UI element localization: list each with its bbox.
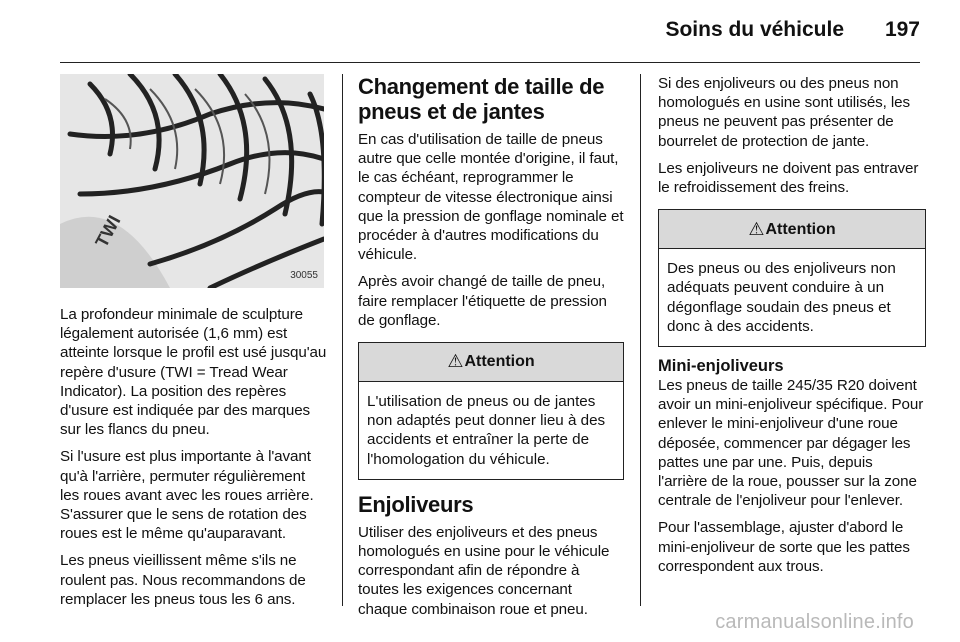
warning-box (358, 342, 624, 480)
paragraph: Pour l'assemblage, ajuster d'abord le mini-enjoliveur de sorte que les pattes correspondent aux trous. (658, 519, 910, 575)
paragraph: Si des enjoliveurs ou des pneus non homologués en usine sont utilisés, les pneus ne peuvent pas présenter de bourrelet de protection de jante. (658, 75, 911, 150)
warning-title: Attention (464, 353, 535, 371)
figure-code: 30055 (290, 269, 318, 281)
paragraph: Si l'usure est plus importante à l'avant qu'à l'arrière, permuter régulièrement les roues avant avec les roues arrière. S'assurer que le sens de rotation des roues est le même qu'auparavant. (60, 448, 314, 543)
warning-text: Des pneus ou des enjoliveurs non adéquats peuvent conduire à un dégonflage soudain des pneus et donc à des accidents. (667, 260, 896, 335)
paragraph: Les enjoliveurs ne doivent pas entraver le refroidissement des freins. (658, 159, 919, 197)
warning-header (359, 343, 623, 382)
warning-text: L'utilisation de pneus ou de jantes non adaptés peut donner lieu à des accidents et entraîner la perte de l'homologation du véhicule. (367, 393, 606, 468)
header-rule (60, 62, 920, 63)
paragraph: Les pneus de taille 245/35 R20 doivent avoir un mini-enjoliveur spécifique. Pour enlever le mini-enjoliveur d'une roue déposée, commencer par dégager les pattes une par une. Puis, depuis l'arrière de la roue, pousser sur la zone centrale de l'enjoliveur pour l'enlever. (658, 377, 924, 510)
column-middle (358, 74, 624, 627)
paragraph: Les pneus vieillissent même s'ils ne roulent pas. Nous recommandons de remplacer les pneus tous les 6 ans. (60, 552, 306, 608)
subsection-heading: Mini-enjoliveurs (658, 357, 784, 376)
section-heading: Changement de taille de pneus et de jantes (358, 74, 605, 124)
page-header (60, 16, 920, 50)
twi-label: TWI (91, 212, 125, 251)
watermark: carmanualsonline.info (715, 611, 914, 633)
paragraph: Après avoir changé de taille de pneu, faire remplacer l'étiquette de pression de gonflage. (358, 273, 607, 329)
page-number: 197 (884, 18, 920, 41)
warning-box (658, 209, 926, 347)
tire-tread-illustration (60, 74, 324, 288)
column-left (60, 74, 328, 617)
warning-triangle-icon: ⚠ (447, 351, 464, 372)
column-divider (342, 74, 343, 606)
section-title: Soins du véhicule (665, 18, 844, 41)
warning-triangle-icon: ⚠ (748, 218, 765, 239)
paragraph: En cas d'utilisation de taille de pneus autre que celle montée d'origine, il faut, le cas échéant, reprogrammer le compteur de vitesse électronique ainsi que la pression de gonflage nominale et procéder à d'autres modifications du véhicule. (358, 131, 624, 264)
column-right (658, 74, 926, 584)
paragraph: Utiliser des enjoliveurs et des pneus homologués en usine pour le véhicule correspondant afin de répondre à toutes les exigences concernant chaque combinaison roue et pneu. (358, 523, 610, 618)
column-divider (640, 74, 641, 606)
section-heading: Enjoliveurs (358, 491, 474, 517)
paragraph: La profondeur minimale de sculpture légalement autorisée (1,6 mm) est atteinte lorsque le profil est usé jusqu'au repère d'usure (TWI = Tread Wear Indicator). La position des repères d'usure est indiquée par des marques sur les flancs du pneu. (60, 306, 327, 439)
warning-header (659, 210, 925, 249)
warning-title: Attention (765, 220, 836, 238)
